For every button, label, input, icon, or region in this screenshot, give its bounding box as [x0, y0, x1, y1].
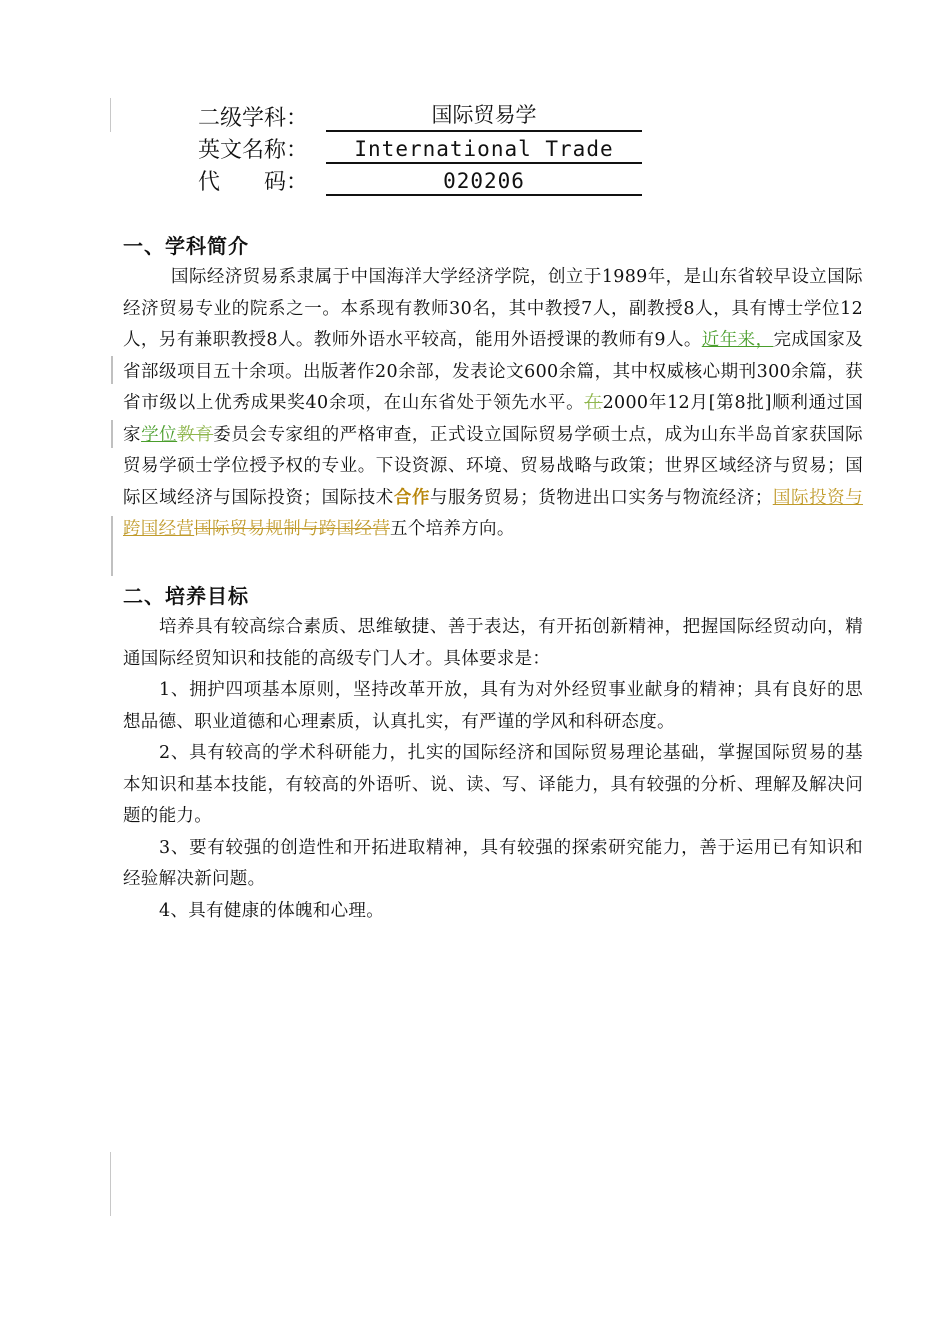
tracked-deletion: 国际贸易规制与跨国经营 [194, 519, 391, 539]
goal-item: 2、具有较高的学术科研能力，扎实的国际经济和国际贸易理论基础，掌握国际贸易的基本知识和基本技能，有较高的外语听、说、读、写、译能力，具有较强的分析、理解及解决问题的能力。 [123, 743, 863, 826]
goal-item: 1、拥护四项基本原则，坚持改革开放，具有为对外经贸事业献身的精神；具有良好的思想品德、职业道德和心理素质，认真扎实，有严谨的学风和科研态度。 [123, 680, 863, 732]
revision-bar [111, 516, 113, 576]
intro-paragraph [123, 262, 863, 546]
margin-corner-mark-bottom [110, 1152, 111, 1216]
tracked-deletion: 在 [584, 393, 603, 413]
goal-item: 4、具有健康的体魄和心理。 [159, 900, 385, 921]
document-header [198, 100, 642, 196]
section-title: 一、学科简介 [123, 234, 249, 258]
code-value: 020206 [326, 169, 642, 196]
revision-bar [111, 356, 113, 384]
tracked-insertion: 近年来， [701, 330, 774, 350]
english-name-value: International Trade [326, 137, 642, 164]
text-run: 2000年12月[第8批]顺利通过国家 [123, 393, 863, 445]
subject-label: 二级学科： [198, 106, 309, 131]
code-label: 代 码： [198, 170, 309, 195]
tracked-deletion: 教育 [177, 424, 214, 445]
code-row [198, 164, 642, 196]
tracked-insertion: 国际投资与跨国经营 [123, 487, 864, 539]
revision-bar [111, 420, 113, 448]
section-discipline-intro [123, 230, 863, 546]
goals-intro-paragraph: 培养具有较高综合素质、思维敏捷、善于表达，有开拓创新精神，把握国际经贸动向，精通国际经贸知识和技能的高级专门人才。具体要求是： [123, 617, 863, 669]
section-training-goals [123, 580, 863, 927]
tracked-format-change: 合作 [393, 487, 430, 508]
text-run: 国际经济贸易系隶属于中国海洋大学经济学院，创立于1989年，是山东省较早设立国际经济贸易专业的院系之一。本系现有教师30名，其中教授7人，副教授8人，具有博士学位12人，另有兼职教授8人。教师外语水平较高，能用外语授课的教师有9人。 [123, 267, 863, 350]
subject-row [198, 100, 642, 132]
margin-corner-mark-top [110, 98, 111, 132]
tracked-insertion: 学位 [141, 424, 178, 445]
goal-item: 3、要有较强的创造性和开拓进取精神，具有较强的探索研究能力，善于运用已有知识和经验解决新问题。 [123, 837, 863, 889]
english-name-label: 英文名称： [198, 138, 309, 163]
english-name-row [198, 132, 642, 164]
text-run: 五个培养方向。 [390, 519, 515, 539]
text-run: 委员会专家组的严格审查，正式设立国际贸易学硕士点，成为山东半岛首家获国际贸易学硕士学位授予权的专业。下设资源、环境、贸易战略与政策；世界区域经济与贸易；国际区域经济与国际投资；国际技术 [123, 424, 863, 508]
section-title: 二、培养目标 [123, 584, 249, 608]
subject-value: 国际贸易学 [326, 99, 642, 132]
text-run: 与服务贸易；货物进出口实务与物流经济； [429, 487, 773, 508]
text-run: 完成国家及省部级项目五十余项。出版著作20余部，发表论文600余篇，其中权威核心期刊300余篇，获省市级以上优秀成果奖40余项，在山东省处于领先水平。 [123, 330, 863, 413]
